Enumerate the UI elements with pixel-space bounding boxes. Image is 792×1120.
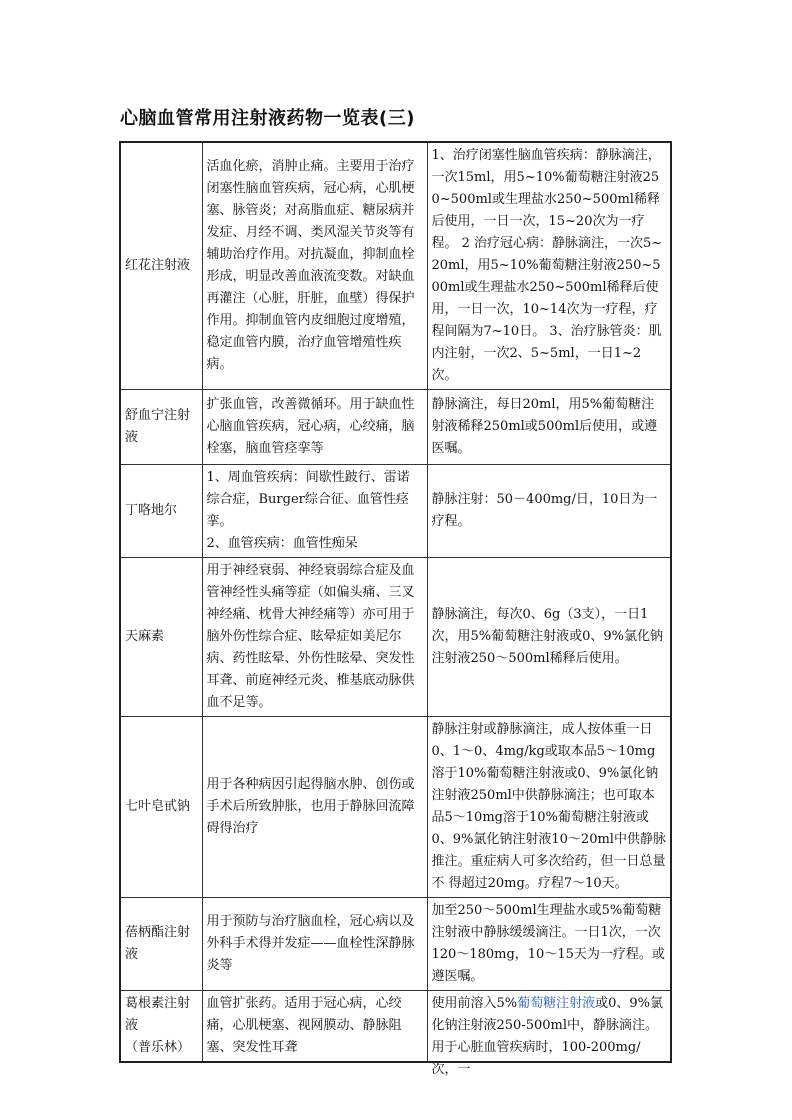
table-row [120, 142, 671, 390]
drug-dosage: 静脉滴注，每日20ml，用5%葡萄糖注射液稀释250ml或500ml后使用，或遵医嘱。 [427, 390, 671, 465]
drug-name: 丁咯地尔 [120, 465, 202, 558]
drug-indication: 活血化瘀，消肿止痛。主要用于治疗闭塞性脑血管疾病，冠心病，心肌梗塞、脉管炎；对高脂血症、糖尿病并发症、月经不调、类风湿关节炎等有辅助治疗作用。对抗凝血，抑制血栓形成，明显改善血液流变数。对缺血再灌注（心脏，肝脏，血壁）得保护作用。抑制血管内皮细胞过度增殖，稳定血管内膜，治疗血管增殖性疾病。 [202, 142, 427, 390]
drug-name: 天麻素 [120, 558, 202, 717]
page-title: 心脑血管常用注射液药物一览表(三) [120, 108, 415, 129]
drug-indication: 血管扩张药。适用于冠心病，心绞痛，心肌梗塞、视网膜动、静脉阻塞、突发性耳聋 [202, 991, 427, 1063]
drug-dosage: 静脉注射：50－400mg/日，10日为一疗程。 [427, 465, 671, 558]
table-row [120, 558, 671, 717]
drug-name-line: （普乐林） [125, 1040, 191, 1055]
glucose-link[interactable]: 葡萄糖注射液 [517, 996, 596, 1011]
drug-name [120, 991, 202, 1063]
table-row [120, 465, 671, 558]
table-row [120, 991, 671, 1063]
drug-indication: 用于预防与治疗脑血栓，冠心病以及外科手术得并发症——血栓性深静脉炎等 [202, 898, 427, 991]
drug-table [119, 141, 672, 1077]
indication-line: 1、周血管疾病：间歇性跛行、雷诺综合症，Burger综合征、血管性痉挛。 [206, 470, 410, 529]
table-row [120, 390, 671, 465]
drug-dosage [427, 991, 671, 1077]
drug-name: 舒血宁注射液 [120, 390, 202, 465]
dosage-text-after: 或0、9%氯化钠注射液250-500ml中，静脉滴注。用于心脏血管疾病时，100-200mg/次，一 [431, 996, 664, 1077]
table-row [120, 898, 671, 991]
drug-indication [202, 465, 427, 558]
drug-name: 七叶皂甙钠 [120, 717, 202, 898]
drug-indication: 用于神经衰弱、神经衰弱综合症及血管神经性头痛等症（如偏头痛、三叉神经痛、枕骨大神经痛等）亦可用于脑外伤性综合症、眩晕症如美尼尔病、药性眩晕、外伤性眩晕、突发性耳聋、前庭神经元炎、椎基底动脉供血不足等。 [202, 558, 427, 717]
drug-indication: 用于各种病因引起得脑水肿、创伤或手术后所致肿胀，也用于静脉回流障碍得治疗 [202, 717, 427, 898]
drug-dosage: 加至250～500ml生理盐水或5%葡萄糖注射液中静脉缓缓滴注。一日1次，一次120～180mg，10～15天为一疗程。或遵医嘱。 [427, 898, 671, 991]
drug-dosage: 静脉滴注，每次0、6g（3支），一日1次，用5%葡萄糖注射液或0、9%氯化钠注射液250～500ml稀释后使用。 [427, 558, 671, 717]
dosage-clip [431, 993, 667, 1077]
drug-dosage: 1、治疗闭塞性脑血管疾病：静脉滴注，一次15ml，用5~10%葡萄糖注射液250~500ml或生理盐水250~500ml稀释后使用，一日一次，15~20次为一疗程。 2 治疗冠心病：静脉滴注，一次5~20ml，用5~10%葡萄糖注射液250~500ml或生理盐水250~500ml稀释后使用，一日一次，10~14次为一疗程，疗程间隔为7~10日。 3、治疗脉管炎：肌内注射，一次2、5~5ml，一日1~2次。 [427, 142, 671, 390]
dosage-text-before: 使用前溶入5% [431, 996, 518, 1011]
indication-line: 2、血管疾病：血管性痴呆 [206, 536, 358, 551]
drug-name: 红花注射液 [120, 142, 202, 390]
drug-name: 蓓柄酯注射液 [120, 898, 202, 991]
drug-name-line: 葛根素注射液 [125, 996, 191, 1033]
table-row [120, 717, 671, 898]
drug-dosage: 静脉注射或静脉滴注，成人按体重一日0、1～0、4mg/kg或取本品5～10mg溶于10%葡萄糖注射液或0、9%氯化钠注射液250ml中供静脉滴注；也可取本品5～10mg溶于10%葡萄糖注射液或0、9%氯化钠注射液10～20ml中供静脉推注。重症病人可多次给药，但一日总量不 得超过20mg。疗程7～10天。 [427, 717, 671, 898]
drug-indication: 扩张血管，改善微循环。用于缺血性心脑血管疾病，冠心病，心绞痛，脑栓塞，脑血管痉挛等 [202, 390, 427, 465]
